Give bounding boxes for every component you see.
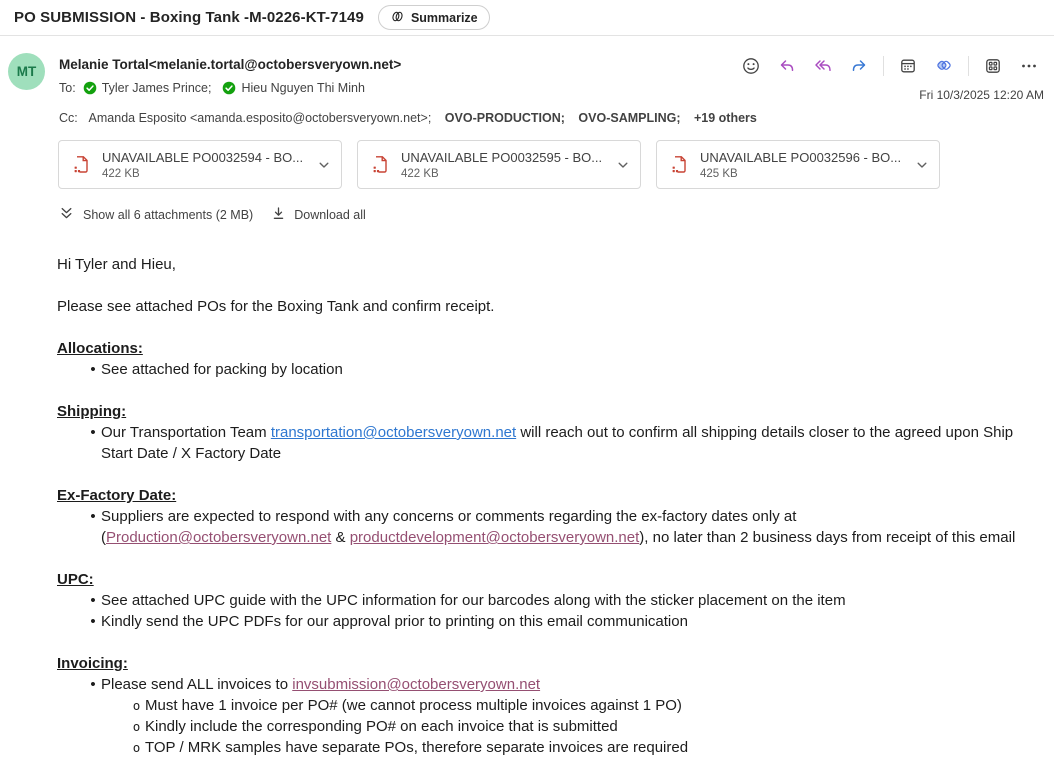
bullet-marker: • [90,424,96,441]
attachment-name: UNAVAILABLE PO0032596 - BO... [700,149,902,165]
message-header [0,36,1054,102]
bullet-marker: • [90,508,96,525]
bullet-item [57,590,1018,611]
attachment-name: UNAVAILABLE PO0032594 - BO... [102,149,304,165]
summarize-label: Summarize [410,10,478,25]
cc-group[interactable]: OVO-PRODUCTION; [444,111,565,125]
bullet-text: See attached for packing by location [101,361,343,378]
attachment-card[interactable] [656,140,940,189]
more-actions-icon[interactable] [1014,53,1044,79]
bullet-item [57,422,1018,464]
email-body [0,225,1054,779]
blank-line [57,275,1018,296]
attachment-size: 422 KB [102,167,140,180]
forward-icon[interactable] [844,53,874,79]
blank-line [57,548,1018,569]
bullet-text: Our Transportation Team transportation@octobersveryown.net will reach out to confirm all shipping details closer to the agreed upon Ship Start Date / X Factory Date [101,424,1014,462]
show-all-attachments-label: Show all 6 attachments (2 MB) [83,208,254,222]
body-greeting: Hi Tyler and Hieu, [57,256,176,273]
body-intro: Please see attached POs for the Boxing Tank and confirm receipt. [57,298,495,315]
recipient-name: Hieu Nguyen Thi Minh [241,81,365,95]
message-subject: PO SUBMISSION - Boxing Tank -M-0226-KT-7149 [14,9,364,26]
toolbar-divider [968,56,969,76]
bullet-text: Kindly include the corresponding PO# on each invoice that is submitted [145,718,618,735]
email-link[interactable]: productdevelopment@octobersveryown.net [349,529,640,546]
sender-avatar[interactable]: MT [8,53,45,90]
bullet-item [57,716,1018,737]
section-heading: Invoicing: [57,655,128,672]
sender-name-email[interactable]: Melanie Tortal<melanie.tortal@octobersveryown.net> [59,57,402,72]
attachment-card[interactable] [357,140,641,189]
pdf-file-icon [71,154,92,175]
show-all-attachments-button[interactable] [58,205,253,225]
reply-all-icon[interactable] [808,53,838,79]
bullet-marker: o [132,740,141,755]
summarize-button[interactable] [378,5,490,30]
double-chevron-down-icon [58,205,75,225]
bullet-item [57,737,1018,758]
presence-check-icon [222,81,236,95]
cc-more-recipients[interactable]: +19 others [693,111,757,125]
pdf-file-icon [370,154,391,175]
pdf-file-icon [669,154,690,175]
apps-icon[interactable] [978,53,1008,79]
to-recipient-list [83,81,376,95]
blank-line [57,758,1018,779]
reactions-smiley-icon[interactable] [736,53,766,79]
download-icon [271,206,286,224]
bullet-item [57,359,1018,380]
attachment-list [0,125,1054,189]
copilot-icon [390,9,405,27]
cc-group[interactable]: OVO-SAMPLING; [578,111,681,125]
bullet-text: See attached UPC guide with the UPC information for our barcodes along with the sticker placement on the item [101,592,846,609]
meeting-notes-icon[interactable] [893,53,923,79]
blank-line [57,317,1018,338]
bullet-text: Kindly send the UPC PDFs for our approval prior to printing on this email communication [101,613,688,630]
email-link[interactable]: invsubmission@octobersveryown.net [292,676,541,693]
download-all-label: Download all [294,208,366,222]
section-heading: Shipping: [57,403,127,420]
message-title-bar [0,0,1054,36]
attachment-actions [0,189,1054,225]
cc-recipient[interactable]: Amanda Esposito <amanda.esposito@octobersveryown.net>; [88,111,432,125]
bullet-item [57,611,1018,632]
attachment-options-chevron-icon[interactable] [905,157,939,173]
bullet-text: Please send ALL invoices to invsubmission@octobersveryown.net [101,676,541,693]
blank-line [57,464,1018,485]
message-toolbar [736,53,1044,79]
to-recipient[interactable] [222,81,364,95]
to-recipient[interactable] [83,81,212,95]
presence-check-icon [83,81,97,95]
message-date: Fri 10/3/2025 12:20 AM [919,88,1044,102]
recipient-name: Tyler James Prince; [101,81,212,95]
blank-line [57,380,1018,401]
bullet-text: Suppliers are expected to respond with any concerns or comments regarding the ex-factory dates only at (Production@octobersveryown.net & productdevelopment@octobersveryown.net), no later than 2 business days from receipt of this email [101,508,1016,546]
attachment-options-chevron-icon[interactable] [307,157,341,173]
bullet-item [57,674,1018,695]
bullet-marker: • [90,676,96,693]
download-all-button[interactable] [271,206,366,224]
copilot-loop-icon[interactable] [929,53,959,79]
bullet-marker: • [90,613,96,630]
reply-icon[interactable] [772,53,802,79]
section-heading: Ex-Factory Date: [57,487,177,504]
blank-line [57,632,1018,653]
bullet-marker: o [132,698,141,713]
bullet-marker: • [90,592,96,609]
attachment-card[interactable] [58,140,342,189]
to-label: To: [59,81,76,95]
attachment-size: 425 KB [700,167,738,180]
bullet-text: Must have 1 invoice per PO# (we cannot process multiple invoices against 1 PO) [145,697,682,714]
cc-label: Cc: [59,111,78,125]
attachment-size: 422 KB [401,167,439,180]
section-heading: Allocations: [57,340,143,357]
bullet-marker: • [90,361,96,378]
attachment-name: UNAVAILABLE PO0032595 - BO... [401,149,603,165]
attachment-options-chevron-icon[interactable] [606,157,640,173]
cc-row [0,102,1054,125]
bullet-text: TOP / MRK samples have separate POs, therefore separate invoices are required [145,739,689,756]
email-link[interactable]: Production@octobersveryown.net [106,529,332,546]
toolbar-divider [883,56,884,76]
section-heading: UPC: [57,571,94,588]
bullet-item [57,695,1018,716]
email-link[interactable]: transportation@octobersveryown.net [270,424,517,441]
to-row [59,81,736,95]
bullet-marker: o [132,719,141,734]
bullet-item [57,506,1018,548]
